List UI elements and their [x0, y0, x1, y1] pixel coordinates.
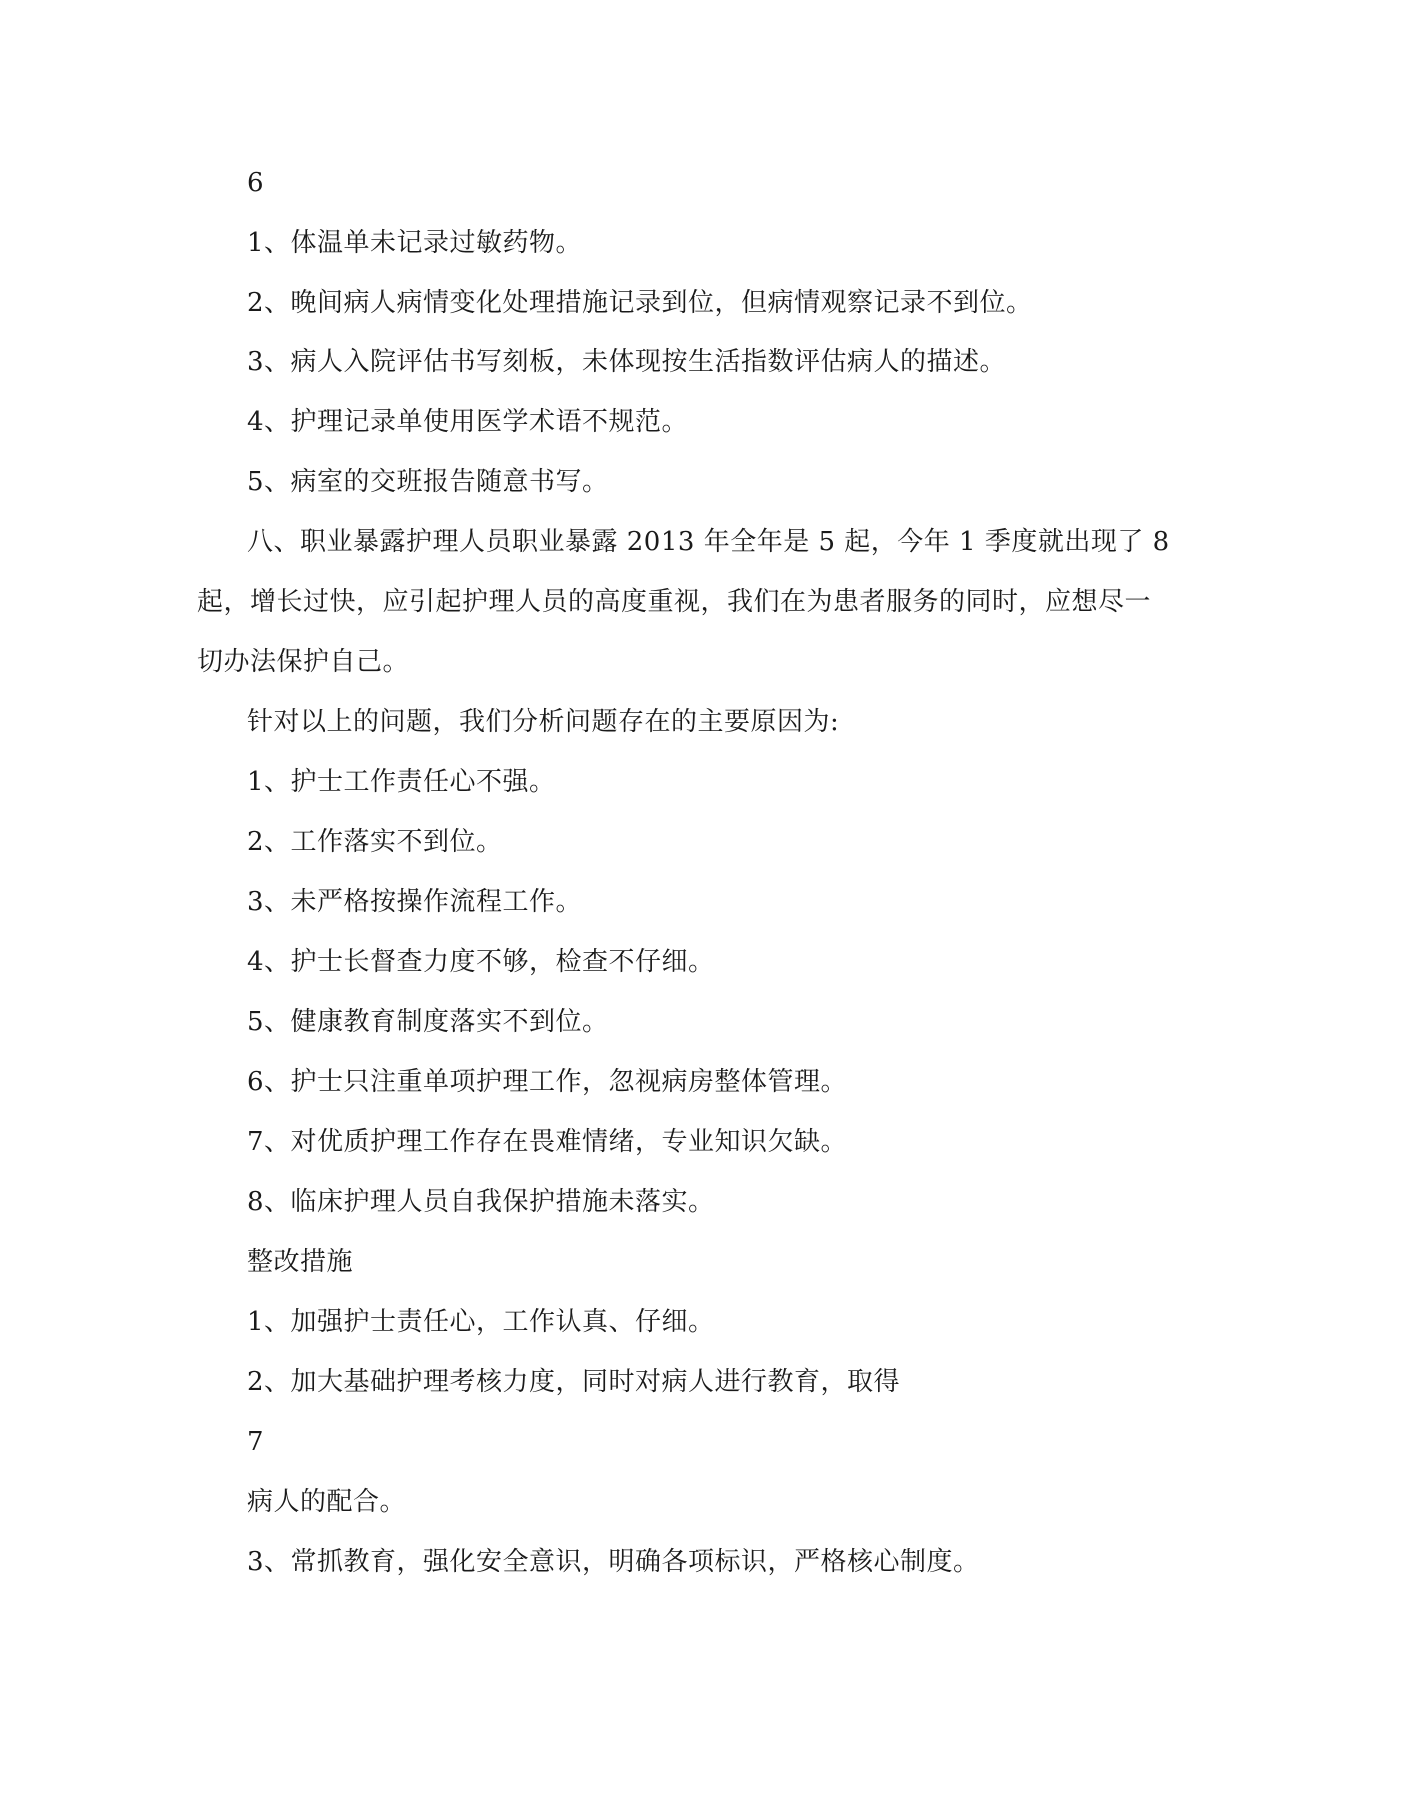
page-number-7: 7: [247, 1427, 265, 1457]
list-item: 4、护理记录单使用医学术语不规范。: [247, 407, 689, 437]
section-heading: 整改措施: [247, 1247, 354, 1277]
paragraph-line: 起，增长过快，应引起护理人员的高度重视，我们在为患者服务的同时，应想尽一: [197, 587, 1152, 617]
list-item: 2、加大基础护理考核力度，同时对病人进行教育，取得: [247, 1367, 901, 1397]
list-item: 3、未严格按操作流程工作。: [247, 887, 583, 917]
paragraph-line: 八、职业暴露护理人员职业暴露 2013 年全年是 5 起，今年 1 季度就出现了 8: [247, 527, 1170, 557]
list-item: 4、护士长督查力度不够，检查不仔细。: [247, 947, 715, 977]
analysis-intro: 针对以上的问题，我们分析问题存在的主要原因为:: [247, 707, 840, 737]
list-item: 6、护士只注重单项护理工作，忽视病房整体管理。: [247, 1067, 848, 1097]
list-item: 2、工作落实不到位。: [247, 827, 503, 857]
list-item: 5、健康教育制度落实不到位。: [247, 1007, 609, 1037]
list-item: 2、晚间病人病情变化处理措施记录到位，但病情观察记录不到位。: [247, 288, 1033, 318]
list-item: 5、病室的交班报告随意书写。: [247, 467, 609, 497]
list-item: 1、护士工作责任心不强。: [247, 767, 556, 797]
list-item: 3、常抓教育，强化安全意识，明确各项标识，严格核心制度。: [247, 1547, 980, 1577]
page-number-6: 6: [247, 168, 265, 198]
list-item: 1、体温单未记录过敏药物。: [247, 228, 583, 258]
list-item: 1、加强护士责任心，工作认真、仔细。: [247, 1307, 715, 1337]
paragraph-line: 切办法保护自己。: [197, 647, 410, 677]
list-item: 8、临床护理人员自我保护措施未落实。: [247, 1187, 715, 1217]
paragraph-line: 病人的配合。: [247, 1487, 407, 1517]
list-item: 7、对优质护理工作存在畏难情绪，专业知识欠缺。: [247, 1127, 848, 1157]
list-item: 3、病人入院评估书写刻板，未体现按生活指数评估病人的描述。: [247, 347, 1007, 377]
